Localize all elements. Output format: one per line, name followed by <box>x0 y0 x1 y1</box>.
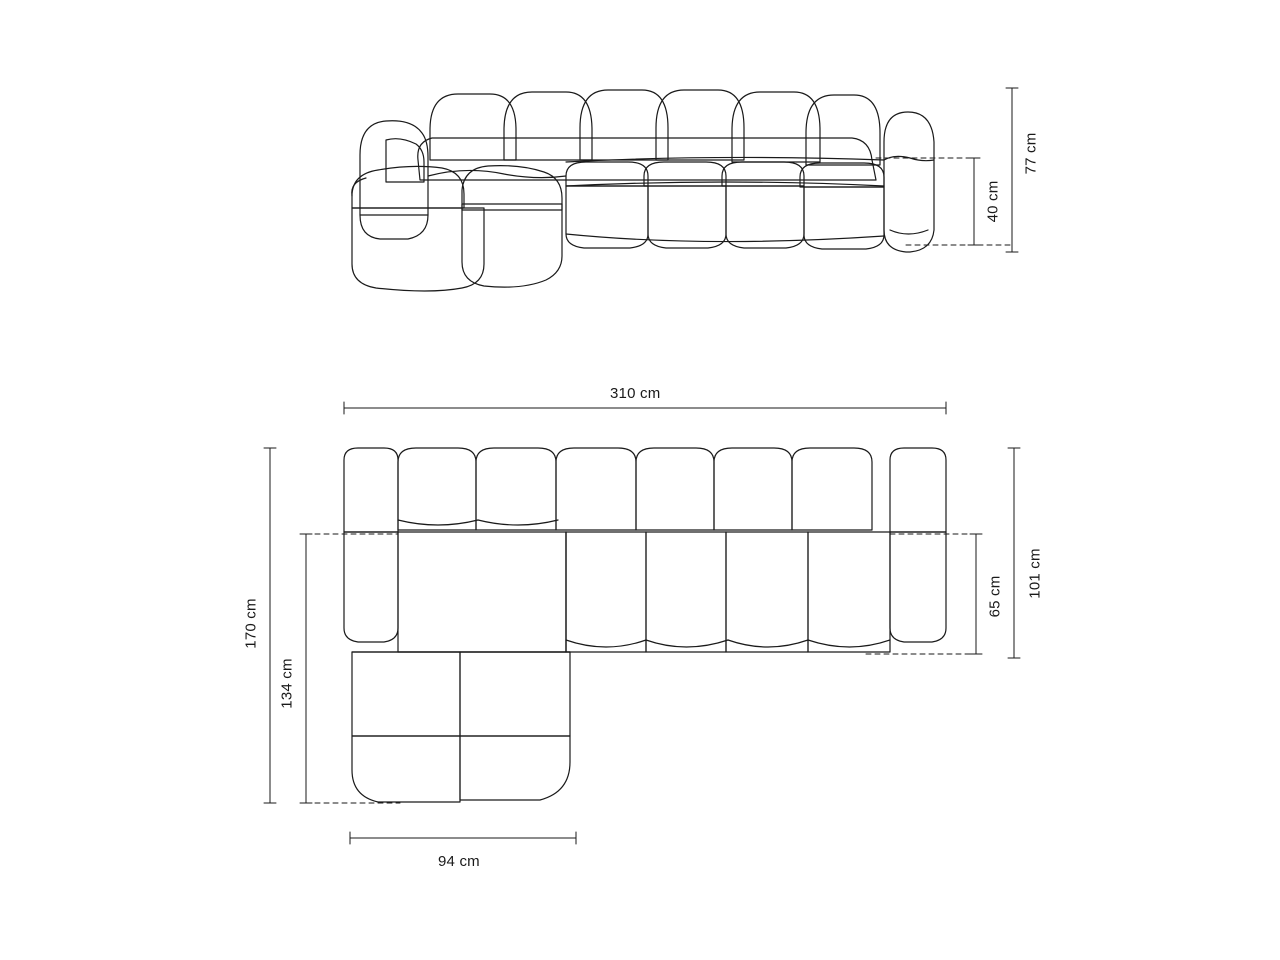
dimension-label-total-width: 310 cm <box>610 385 661 402</box>
dimension-label-seat-height: 40 cm <box>984 180 1002 223</box>
dimension-label-seat-depth: 65 cm <box>986 575 1004 618</box>
perspective-dimension-lines <box>876 88 1018 252</box>
dimension-label-front-height: 77 cm <box>1022 132 1040 175</box>
dimension-label-chaise-depth: 134 cm <box>278 658 296 709</box>
top-view-dimension-lines <box>264 402 1020 844</box>
top-view-outline <box>344 448 946 802</box>
dimension-label-total-depth: 170 cm <box>242 598 260 649</box>
dimension-label-chaise-width: 94 cm <box>438 853 480 870</box>
perspective-view-outline <box>352 90 934 291</box>
dimension-label-sofa-depth: 101 cm <box>1026 548 1044 599</box>
